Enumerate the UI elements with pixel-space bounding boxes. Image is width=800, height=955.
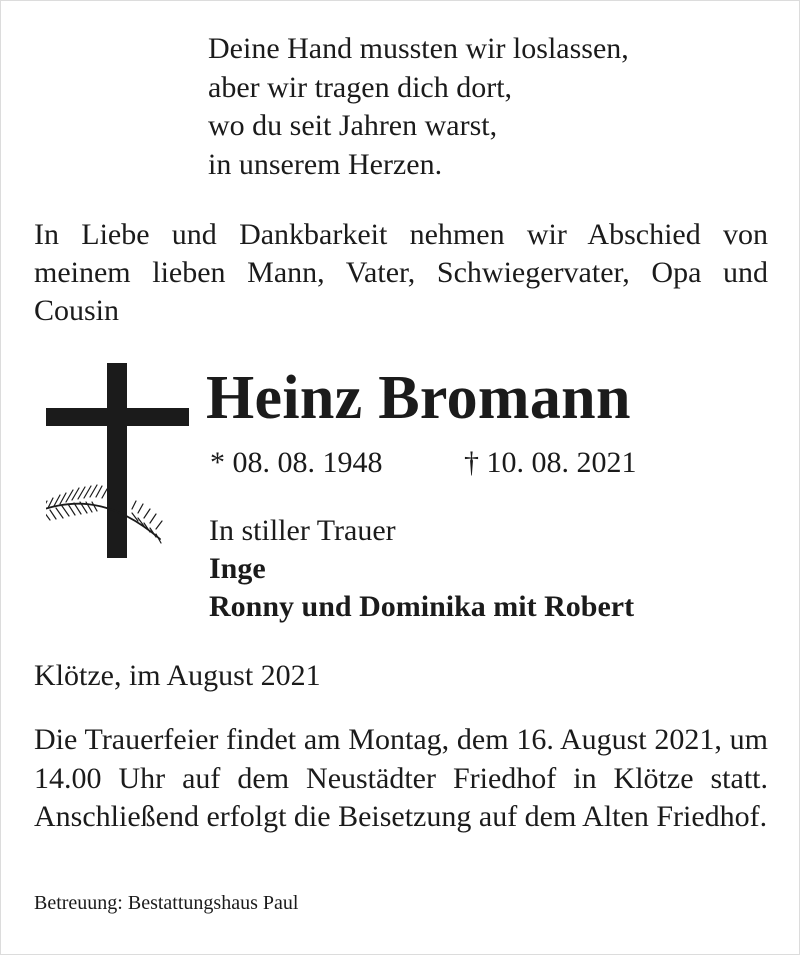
poem-line: Deine Hand mussten wir loslassen, — [208, 32, 629, 65]
deceased-name: Heinz Bromann — [206, 364, 631, 432]
funeral-service-text: Die Trauerfeier findet am Montag, dem 16. August 2021, um 14.00 Uhr auf dem Neustädter Friedhof in Klötze statt. Anschließend erfolgt die Beisetzung auf dem Alten Friedhof. — [34, 723, 768, 833]
poem-line: in unserem Herzen. — [208, 147, 443, 181]
palm-branch-icon — [46, 485, 162, 543]
cross-icon — [46, 363, 192, 558]
place-date: Klötze, im August 2021 — [34, 659, 321, 692]
intro-text: In Liebe und Dankbarkeit nehmen wir Abschied von meinem lieben Mann, Vater, Schwiegervater, Opa und Cousin — [34, 218, 768, 327]
poem-line: wo du seit Jahren warst, — [208, 109, 498, 142]
mourner-name: Ronny und Dominika mit Robert — [209, 590, 635, 623]
poem — [208, 30, 629, 184]
death-date: † 10. 08. 2021 — [464, 446, 637, 479]
funeral-home-credit: Betreuung: Bestattungshaus Paul — [34, 892, 299, 914]
mourners-block — [209, 512, 634, 626]
poem-line: aber wir tragen dich dort, — [208, 70, 513, 104]
mourner-name: Inge — [209, 552, 266, 585]
birth-date: * 08. 08. 1948 — [210, 446, 383, 479]
mourning-heading: In stiller Trauer — [209, 514, 396, 547]
